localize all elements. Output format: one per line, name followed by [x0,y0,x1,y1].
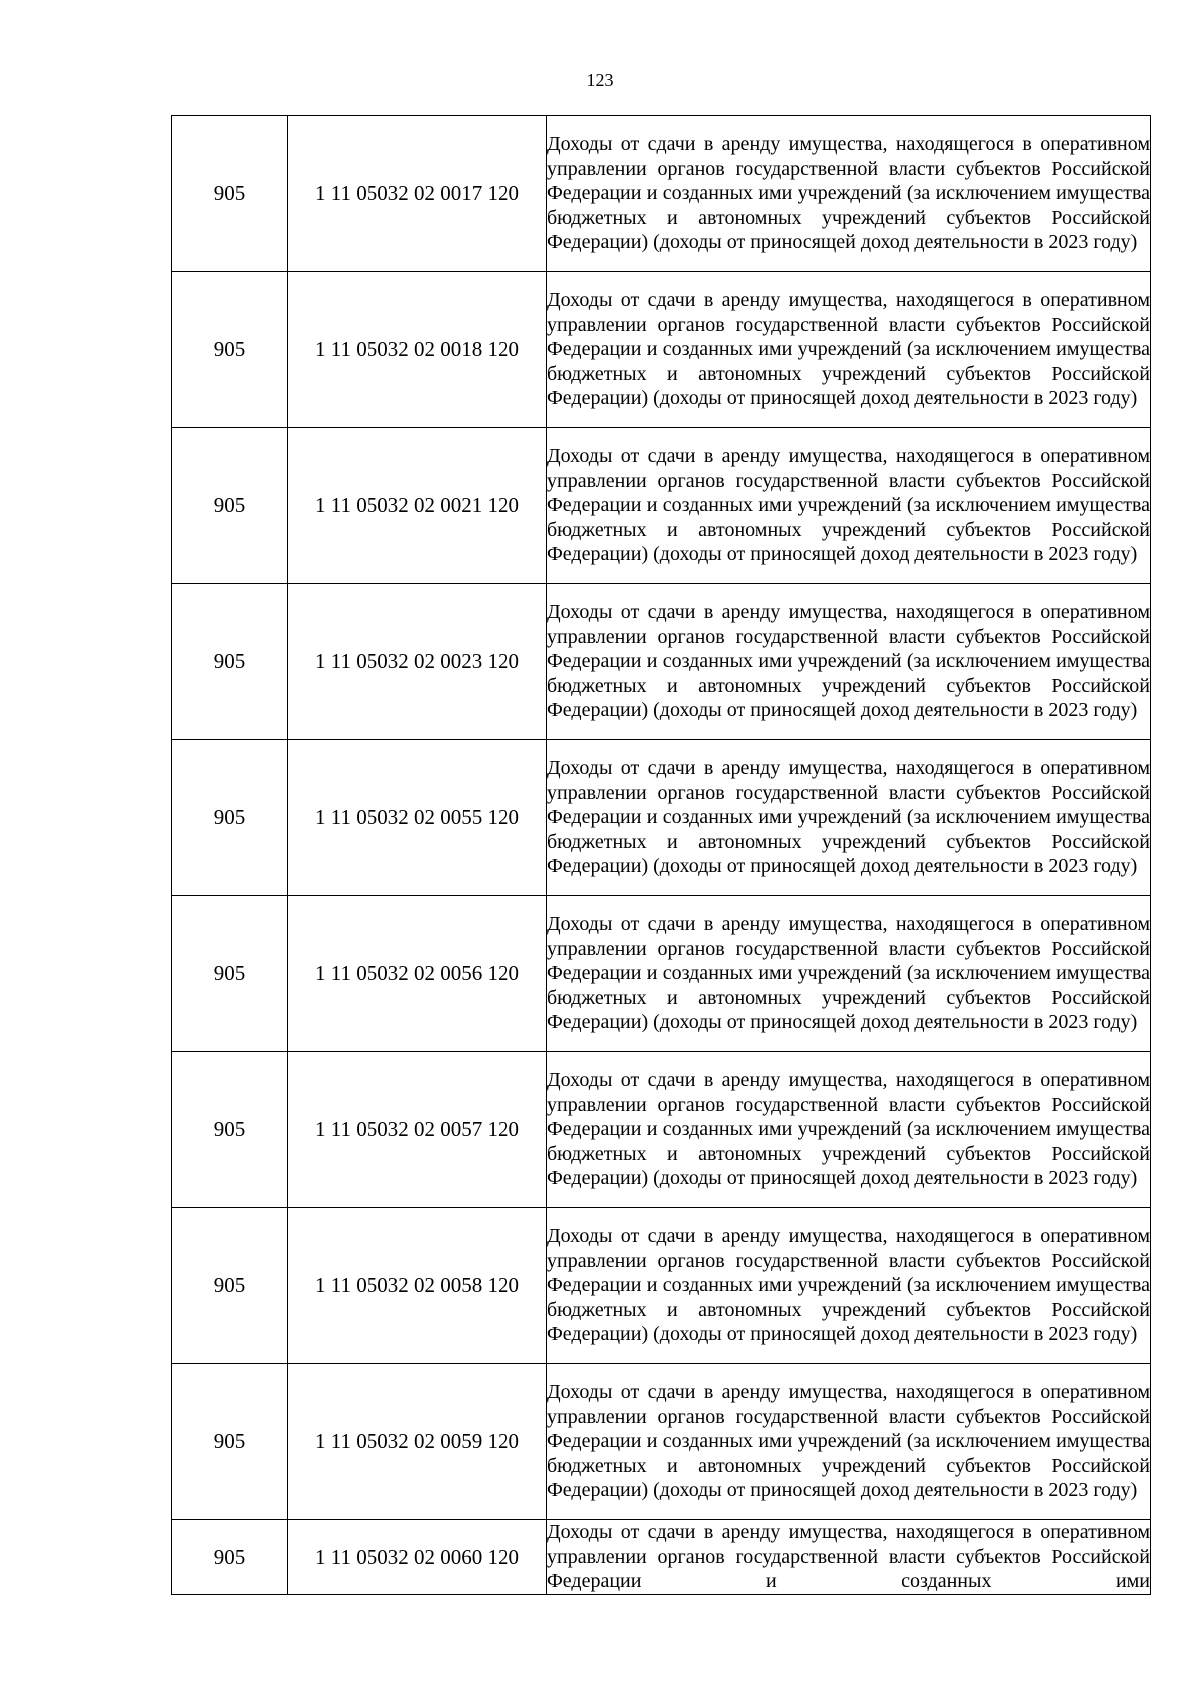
page-number: 123 [586,70,614,90]
budget-classification-code-cell: 1 11 05032 02 0057 120 [288,1052,547,1208]
table-row [172,584,1151,740]
budget-classification-code-cell: 1 11 05032 02 0058 120 [288,1208,547,1364]
budget-classification-code-cell: 1 11 05032 02 0017 120 [288,116,547,272]
admin-code-cell: 905 [172,584,288,740]
admin-code-cell: 905 [172,116,288,272]
income-description-cell: Доходы от сдачи в аренду имущества, находящегося в оперативном управлении органов государственной власти субъектов Российской Федерации и созданных ими учреждений (за исключением имущества бюджетных и автономных учреждений субъектов Российской Федерации) (доходы от приносящей доход деятельности в 2023 году) [547,116,1151,272]
income-codes-table [171,115,1151,1595]
budget-classification-code-cell: 1 11 05032 02 0060 120 [288,1520,547,1595]
income-description-cell: Доходы от сдачи в аренду имущества, находящегося в оперативном управлении органов государственной власти субъектов Российской Федерации и созданных ими учреждений (за исключением имущества бюджетных и автономных учреждений субъектов Российской Федерации) (доходы от приносящей доход деятельности в 2023 году) [547,1052,1151,1208]
budget-classification-code-cell: 1 11 05032 02 0056 120 [288,896,547,1052]
admin-code-cell: 905 [172,1520,288,1595]
table-row [172,116,1151,272]
income-description-cell: Доходы от сдачи в аренду имущества, находящегося в оперативном управлении органов государственной власти субъектов Российской Федерации и созданных ими учреждений (за исключением имущества бюджетных и автономных учреждений субъектов Российской Федерации) (доходы от приносящей доход деятельности в 2023 году) [547,1364,1151,1520]
table-row [172,272,1151,428]
admin-code-cell: 905 [172,1052,288,1208]
budget-classification-code-cell: 1 11 05032 02 0055 120 [288,740,547,896]
admin-code-cell: 905 [172,1208,288,1364]
income-description-cell: Доходы от сдачи в аренду имущества, находящегося в оперативном управлении органов государственной власти субъектов Российской Федерации и созданных ими учреждений (за исключением имущества бюджетных и автономных учреждений субъектов Российской Федерации) (доходы от приносящей доход деятельности в 2023 году) [547,1208,1151,1364]
table-row [172,1052,1151,1208]
table-row [172,428,1151,584]
budget-classification-code-cell: 1 11 05032 02 0059 120 [288,1364,547,1520]
income-description-cell: Доходы от сдачи в аренду имущества, находящегося в оперативном управлении органов государственной власти субъектов Российской Федерации и созданных ими учреждений (за исключением имущества бюджетных и автономных учреждений субъектов Российской Федерации) (доходы от приносящей доход деятельности в 2023 году) [547,896,1151,1052]
table-row [172,1208,1151,1364]
admin-code-cell: 905 [172,1364,288,1520]
table-row [172,896,1151,1052]
admin-code-cell: 905 [172,896,288,1052]
income-description-cell: Доходы от сдачи в аренду имущества, находящегося в оперативном управлении органов государственной власти субъектов Российской Федерации и созданных ими учреждений (за исключением имущества бюджетных и автономных учреждений субъектов Российской Федерации) (доходы от приносящей доход деятельности в 2023 году) [547,584,1151,740]
table-row [172,1364,1151,1520]
income-description-cell: Доходы от сдачи в аренду имущества, находящегося в оперативном управлении органов государственной власти субъектов Российской Федерации и созданных ими учреждений (за исключением имущества бюджетных и автономных учреждений субъектов Российской Федерации) (доходы от приносящей доход деятельности в 2023 году) [547,740,1151,896]
budget-classification-code-cell: 1 11 05032 02 0018 120 [288,272,547,428]
budget-classification-code-cell: 1 11 05032 02 0021 120 [288,428,547,584]
income-description-cell: Доходы от сдачи в аренду имущества, находящегося в оперативном управлении органов государственной власти субъектов Российской Федерации и созданных ими [547,1520,1151,1595]
admin-code-cell: 905 [172,740,288,896]
admin-code-cell: 905 [172,428,288,584]
admin-code-cell: 905 [172,272,288,428]
income-description-cell: Доходы от сдачи в аренду имущества, находящегося в оперативном управлении органов государственной власти субъектов Российской Федерации и созданных ими учреждений (за исключением имущества бюджетных и автономных учреждений субъектов Российской Федерации) (доходы от приносящей доход деятельности в 2023 году) [547,272,1151,428]
table-row [172,740,1151,896]
table-row [172,1520,1151,1595]
budget-classification-code-cell: 1 11 05032 02 0023 120 [288,584,547,740]
income-description-cell: Доходы от сдачи в аренду имущества, находящегося в оперативном управлении органов государственной власти субъектов Российской Федерации и созданных ими учреждений (за исключением имущества бюджетных и автономных учреждений субъектов Российской Федерации) (доходы от приносящей доход деятельности в 2023 году) [547,428,1151,584]
